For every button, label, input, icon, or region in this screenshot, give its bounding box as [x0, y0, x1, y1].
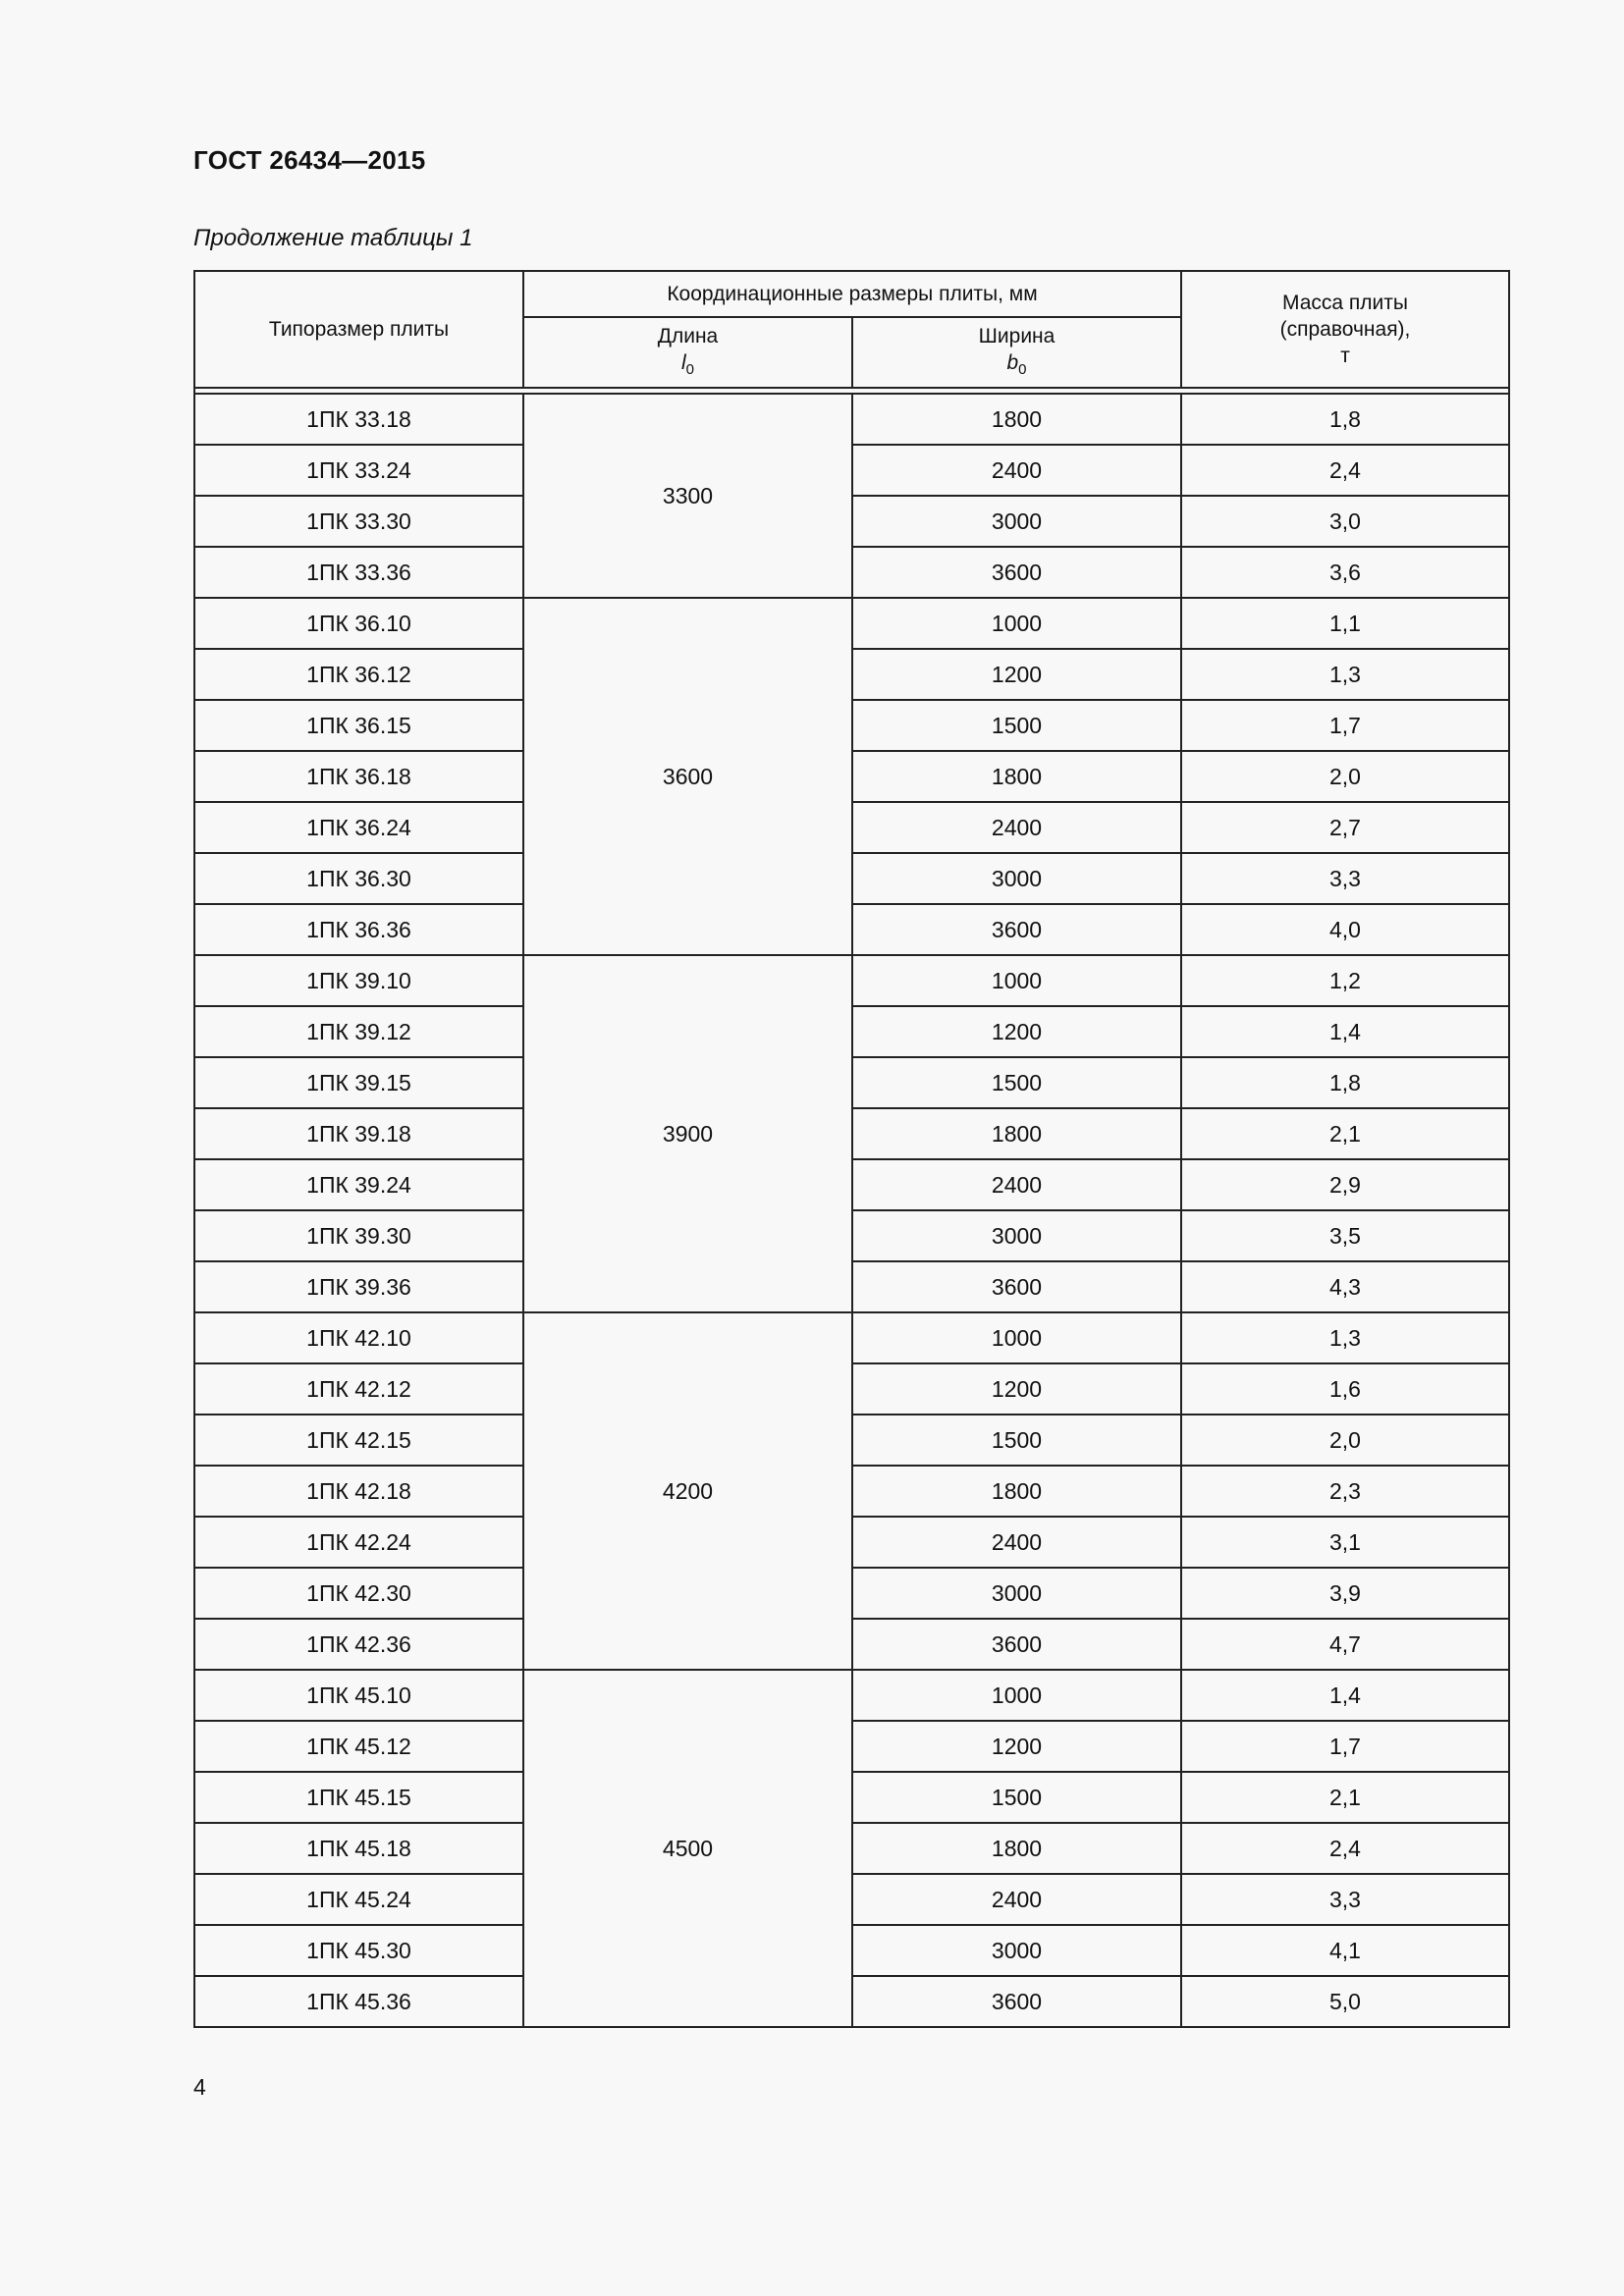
table-row	[194, 1670, 1509, 1721]
table-row	[194, 1517, 1509, 1568]
cell-width: 3600	[852, 1261, 1181, 1312]
table-row	[194, 1363, 1509, 1415]
table-row	[194, 1874, 1509, 1925]
cell-type: 1ПК 33.18	[194, 394, 523, 445]
cell-type: 1ПК 36.24	[194, 802, 523, 853]
table-row	[194, 1057, 1509, 1108]
table-row	[194, 751, 1509, 802]
cell-mass: 3,5	[1181, 1210, 1509, 1261]
table-body	[194, 394, 1509, 2027]
cell-width: 2400	[852, 1517, 1181, 1568]
cell-width: 3600	[852, 904, 1181, 955]
table-row	[194, 1976, 1509, 2027]
cell-type: 1ПК 42.12	[194, 1363, 523, 1415]
cell-mass: 3,1	[1181, 1517, 1509, 1568]
cell-width: 2400	[852, 445, 1181, 496]
cell-width: 1200	[852, 649, 1181, 700]
cell-type: 1ПК 36.15	[194, 700, 523, 751]
table-row	[194, 955, 1509, 1006]
cell-width: 1200	[852, 1363, 1181, 1415]
cell-mass: 1,1	[1181, 598, 1509, 649]
table-row	[194, 496, 1509, 547]
cell-mass: 4,3	[1181, 1261, 1509, 1312]
cell-mass: 2,0	[1181, 1415, 1509, 1466]
cell-type: 1ПК 39.36	[194, 1261, 523, 1312]
cell-mass: 4,1	[1181, 1925, 1509, 1976]
cell-width: 1500	[852, 1057, 1181, 1108]
cell-width: 1500	[852, 1772, 1181, 1823]
cell-mass: 1,3	[1181, 1312, 1509, 1363]
cell-mass: 2,9	[1181, 1159, 1509, 1210]
table-row	[194, 802, 1509, 853]
cell-type: 1ПК 36.12	[194, 649, 523, 700]
cell-mass: 4,7	[1181, 1619, 1509, 1670]
cell-type: 1ПК 33.24	[194, 445, 523, 496]
cell-type: 1ПК 33.30	[194, 496, 523, 547]
cell-width: 1000	[852, 598, 1181, 649]
cell-type: 1ПК 42.30	[194, 1568, 523, 1619]
cell-mass: 3,3	[1181, 1874, 1509, 1925]
table-row	[194, 1006, 1509, 1057]
table-row	[194, 1261, 1509, 1312]
cell-width: 3600	[852, 1976, 1181, 2027]
cell-type: 1ПК 36.10	[194, 598, 523, 649]
cell-mass: 3,9	[1181, 1568, 1509, 1619]
cell-width: 1800	[852, 1108, 1181, 1159]
cell-mass: 1,7	[1181, 1721, 1509, 1772]
cell-mass: 1,8	[1181, 1057, 1509, 1108]
header-mass	[1181, 271, 1509, 388]
cell-mass: 2,4	[1181, 1823, 1509, 1874]
cell-width: 1500	[852, 1415, 1181, 1466]
table-row	[194, 1312, 1509, 1363]
table-row	[194, 1210, 1509, 1261]
cell-width: 3000	[852, 1210, 1181, 1261]
header-type: Типоразмер плиты	[194, 271, 523, 388]
table-row	[194, 1925, 1509, 1976]
table-row	[194, 1568, 1509, 1619]
cell-mass: 2,1	[1181, 1108, 1509, 1159]
cell-width: 1000	[852, 1670, 1181, 1721]
table-row	[194, 700, 1509, 751]
cell-width: 1200	[852, 1721, 1181, 1772]
cell-mass: 1,4	[1181, 1670, 1509, 1721]
table-row	[194, 1823, 1509, 1874]
cell-type: 1ПК 39.18	[194, 1108, 523, 1159]
cell-mass: 2,3	[1181, 1466, 1509, 1517]
cell-mass: 3,3	[1181, 853, 1509, 904]
cell-mass: 3,0	[1181, 496, 1509, 547]
cell-width: 2400	[852, 1874, 1181, 1925]
cell-type: 1ПК 36.36	[194, 904, 523, 955]
page-number: 4	[193, 2074, 206, 2100]
cell-mass: 2,0	[1181, 751, 1509, 802]
table-row	[194, 1159, 1509, 1210]
cell-type: 1ПК 45.30	[194, 1925, 523, 1976]
header-length	[523, 317, 852, 388]
cell-width: 2400	[852, 1159, 1181, 1210]
header-length-label: Длина	[657, 324, 719, 347]
cell-length: 3900	[523, 955, 852, 1312]
header-width-symbol: $b_0$	[1006, 350, 1027, 378]
cell-width: 1000	[852, 1312, 1181, 1363]
cell-length: 3600	[523, 598, 852, 955]
table-row	[194, 1415, 1509, 1466]
table-row	[194, 649, 1509, 700]
cell-mass: 4,0	[1181, 904, 1509, 955]
table-row	[194, 1466, 1509, 1517]
cell-width: 3600	[852, 547, 1181, 598]
cell-type: 1ПК 45.18	[194, 1823, 523, 1874]
table-row	[194, 445, 1509, 496]
cell-type: 1ПК 39.24	[194, 1159, 523, 1210]
cell-mass: 3,6	[1181, 547, 1509, 598]
table-row	[194, 1108, 1509, 1159]
cell-type: 1ПК 45.15	[194, 1772, 523, 1823]
table-row	[194, 1721, 1509, 1772]
cell-type: 1ПК 42.10	[194, 1312, 523, 1363]
table-row	[194, 853, 1509, 904]
cell-type: 1ПК 45.36	[194, 1976, 523, 2027]
document-title: ГОСТ 26434—2015	[193, 145, 426, 175]
header-mass-line1: Масса плиты	[1282, 292, 1408, 314]
cell-mass: 1,3	[1181, 649, 1509, 700]
cell-mass: 1,2	[1181, 955, 1509, 1006]
header-width-label: Ширина	[978, 324, 1056, 347]
cell-type: 1ПК 36.30	[194, 853, 523, 904]
cell-type: 1ПК 33.36	[194, 547, 523, 598]
cell-width: 1500	[852, 700, 1181, 751]
cell-type: 1ПК 42.24	[194, 1517, 523, 1568]
cell-type: 1ПК 42.36	[194, 1619, 523, 1670]
cell-width: 1000	[852, 955, 1181, 1006]
cell-width: 3000	[852, 496, 1181, 547]
header-mass-line2: (справочная),	[1279, 318, 1411, 341]
cell-type: 1ПК 39.30	[194, 1210, 523, 1261]
header-coord: Координационные размеры плиты, мм	[523, 271, 1181, 317]
cell-mass: 1,4	[1181, 1006, 1509, 1057]
cell-mass: 1,8	[1181, 394, 1509, 445]
cell-type: 1ПК 36.18	[194, 751, 523, 802]
table-row	[194, 394, 1509, 445]
cell-type: 1ПК 42.18	[194, 1466, 523, 1517]
cell-type: 1ПК 45.12	[194, 1721, 523, 1772]
cell-mass: 2,4	[1181, 445, 1509, 496]
cell-width: 3600	[852, 1619, 1181, 1670]
cell-length: 4500	[523, 1670, 852, 2027]
cell-length: 3300	[523, 394, 852, 598]
table-caption: Продолжение таблицы 1	[193, 225, 473, 251]
cell-mass: 1,6	[1181, 1363, 1509, 1415]
plate-size-table	[193, 270, 1510, 2028]
cell-width: 1800	[852, 751, 1181, 802]
table-row	[194, 904, 1509, 955]
cell-type: 1ПК 39.15	[194, 1057, 523, 1108]
cell-width: 3000	[852, 1925, 1181, 1976]
header-length-symbol: $l_0$	[680, 350, 694, 378]
cell-type: 1ПК 42.15	[194, 1415, 523, 1466]
cell-type: 1ПК 39.12	[194, 1006, 523, 1057]
cell-type: 1ПК 39.10	[194, 955, 523, 1006]
cell-width: 3000	[852, 1568, 1181, 1619]
cell-type: 1ПК 45.10	[194, 1670, 523, 1721]
cell-width: 1800	[852, 394, 1181, 445]
cell-mass: 5,0	[1181, 1976, 1509, 2027]
table-row	[194, 1619, 1509, 1670]
cell-width: 3000	[852, 853, 1181, 904]
cell-width: 2400	[852, 802, 1181, 853]
cell-length: 4200	[523, 1312, 852, 1670]
cell-mass: 2,1	[1181, 1772, 1509, 1823]
cell-type: 1ПК 45.24	[194, 1874, 523, 1925]
cell-width: 1800	[852, 1466, 1181, 1517]
header-width	[852, 317, 1181, 388]
table-row	[194, 1772, 1509, 1823]
header-mass-line3: т	[1340, 345, 1350, 367]
cell-width: 1200	[852, 1006, 1181, 1057]
table-row	[194, 598, 1509, 649]
cell-mass: 1,7	[1181, 700, 1509, 751]
table-row	[194, 547, 1509, 598]
cell-mass: 2,7	[1181, 802, 1509, 853]
cell-width: 1800	[852, 1823, 1181, 1874]
